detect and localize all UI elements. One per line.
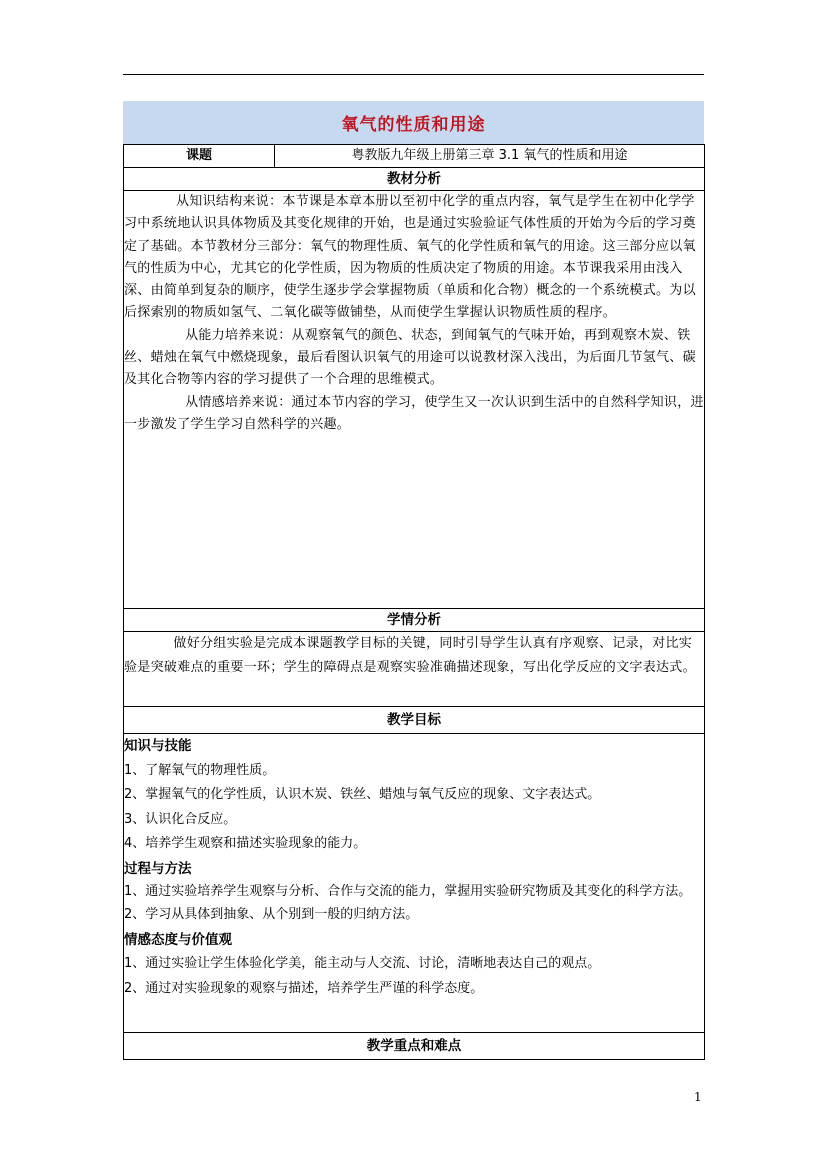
lesson-label: 课题 [124,145,275,168]
title-band [123,101,704,144]
knowledge-title: 知识与技能 [124,738,192,754]
key-points-heading: 教学重点和难点 [124,1033,705,1060]
page-number: 1 [694,1090,702,1104]
student-analysis-header-row [124,609,705,632]
objectives-heading: 教学目标 [124,707,705,734]
objective-item: 1、了解氧气的物理性质。 [124,762,276,778]
objectives-body [124,734,705,1033]
objective-item: 2、掌握氧气的化学性质，认识木炭、铁丝、蜡烛与氧气反应的现象、文字表达式。 [124,787,601,802]
objective-item: 4、培养学生观察和描述实验现象的能力。 [124,836,367,851]
objective-item: 2、学习从具体到抽象、从个别到一般的归纳方法。 [124,907,419,922]
material-analysis-body-row [124,191,705,609]
material-paragraph: 从情感培养来说：通过本节内容的学习，使学生又一次认识到生活中的自然科学知识，进一步激发了学生学习自然科学的兴趣。 [124,394,704,432]
objectives-header-row [124,707,705,734]
key-points-header-row [124,1033,705,1060]
material-analysis-header-row [124,168,705,191]
objective-item: 1、通过实验让学生体验化学美，能主动与人交流、讨论，清晰地表达自己的观点。 [124,956,601,971]
objective-item: 2、通过对实验现象的观察与描述，培养学生严谨的科学态度。 [124,980,484,996]
student-analysis-body-row [124,632,705,707]
material-analysis-heading: 教材分析 [124,168,705,191]
material-analysis-body [124,191,705,609]
material-paragraph: 从知识结构来说：本节课是本章本册以至初中化学的重点内容，氧气是学生在初中化学学习中系统地认识具体物质及其变化规律的开始，也是通过实验验证气体性质的开始为今后的学习奠定了基础。本节教材分三部分：氧气的物理性质、氧气的化学性质和氧气的用途。这三部分应以氧气的性质为中心，尤其它的化学性质，因为物质的性质决定了物质的用途。本节课我采用由浅入深、由简单到复杂的顺序，使学生逐步学会掌握物质（单质和化合物）概念的一个系统模式。为以后探索别的物质如氢气、二氧化碳等做铺垫，从而使学生掌握认识物质性质的程序。 [124,194,696,321]
lesson-value: 粤教版九年级上册第三章 3.1 氧气的性质和用途 [275,145,705,168]
objectives-body-row [124,734,705,1033]
objective-item: 1、通过实验培养学生观察与分析、合作与交流的能力，掌握用实验研究物质及其变化的科学方法。 [124,884,692,899]
student-analysis-body [124,632,705,707]
emotion-title: 情感态度与价值观 [124,931,232,948]
header-rule [123,74,704,75]
process-title: 过程与方法 [124,860,192,877]
page-title: 氧气的性质和用途 [341,115,486,135]
lesson-row [124,145,705,168]
lesson-plan-table [123,144,705,1060]
material-paragraph: 从能力培养来说：从观察氧气的颜色、状态，到闻氧气的气味开始，再到观察木炭、铁丝、蜡烛在氧气中燃烧现象，最后看图认识氧气的用途可以说教材深入浅出，为后面几节氢气、碳及其化合物等内容的学习提供了一个合理的思维模式。 [124,327,696,388]
student-analysis-heading: 学情分析 [124,609,705,632]
student-analysis-text: 做好分组实验是完成本课题教学目标的关键，同时引导学生认真有序观察、记录，对比实验是突破难点的重要一环；学生的障碍点是观察实验准确描述现象，写出化学反应的文字表达式。 [124,636,696,675]
objective-item: 3、认识化合反应。 [124,811,237,827]
